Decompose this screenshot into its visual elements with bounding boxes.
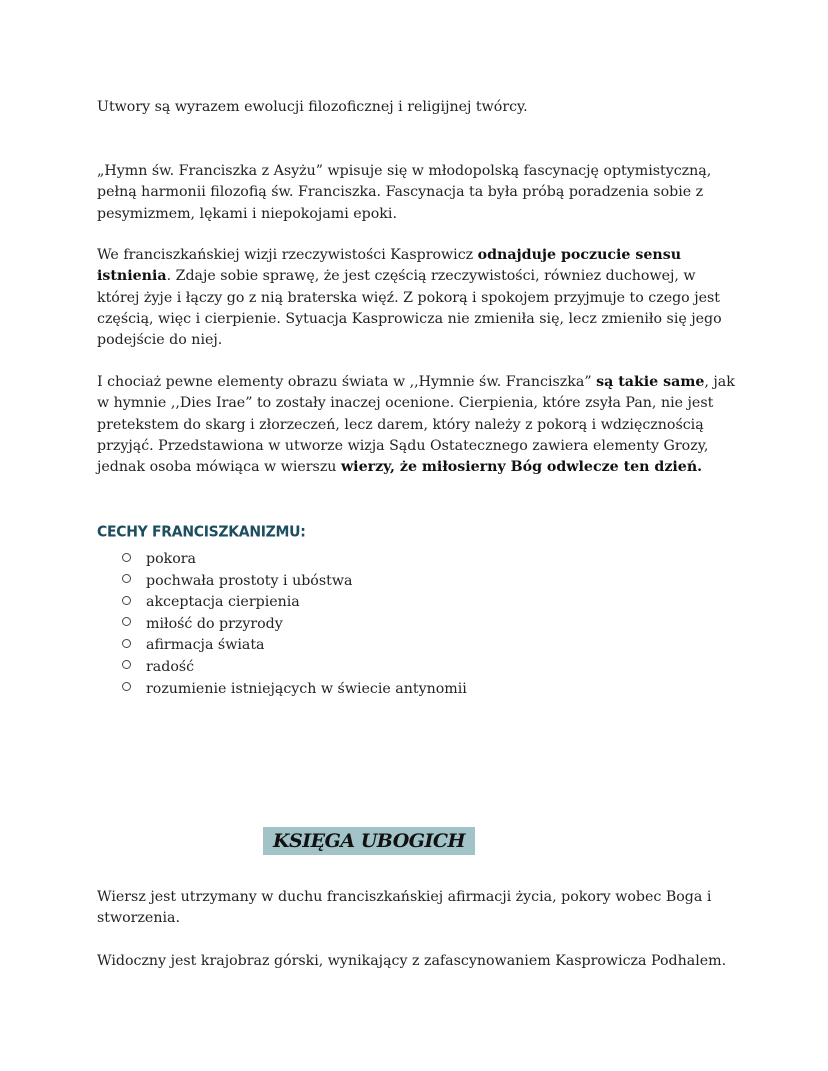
paragraph xyxy=(97,97,528,118)
text-line xyxy=(97,204,711,225)
text-line xyxy=(97,161,711,182)
text-line xyxy=(97,182,711,203)
paragraph xyxy=(97,887,711,930)
text-segment: pełną harmonii filozofią św. Franciszka. Fascynacja ta była próbą poradzenia sobie z xyxy=(97,184,704,201)
bullet-icon xyxy=(122,660,131,669)
list-item-text: rozumienie istniejących w świecie antynomii xyxy=(146,680,467,697)
text-line xyxy=(97,887,711,908)
features-heading: CECHY FRANCISZKANIZMU: xyxy=(97,523,306,541)
text-line xyxy=(97,266,722,287)
list-item-text: miłość do przyrody xyxy=(146,615,283,632)
bold-text: są takie same xyxy=(596,374,705,390)
bullet-icon xyxy=(122,553,131,562)
text-line xyxy=(97,457,735,478)
text-line xyxy=(97,245,722,266)
text-segment: częścią, więc i cierpienie. Sytuacja Kasprowicza nie zmieniła się, lecz zmieniło się jego xyxy=(97,310,722,327)
list-item xyxy=(122,614,467,636)
text-line xyxy=(97,415,735,436)
list-item xyxy=(122,679,467,701)
text-segment: I chociaż pewne elementy obrazu świata w ,,Hymnie św. Franciszka” xyxy=(97,374,597,390)
text-segment: Wiersz jest utrzymany w duchu franciszkańskiej afirmacji życia, pokory wobec Boga i xyxy=(97,889,712,905)
bullet-icon xyxy=(122,682,131,691)
bullet-icon xyxy=(122,617,131,626)
list-item-text: akceptacja cierpienia xyxy=(146,594,300,611)
list-item-text: pokora xyxy=(146,551,197,567)
text-segment: przyjąć. Przedstawiona w utworze wizja Sądu Ostatecznego zawiera elementy Grozy, xyxy=(97,437,709,454)
text-segment: „Hymn św. Franciszka z Asyżu” wpisuje się w młodopolską fascynację optymistyczną, xyxy=(97,163,712,179)
bold-text: odnajduje poczucie sensu xyxy=(477,247,682,263)
text-segment: pesymizmem, lękami i niepokojami epoki. xyxy=(97,205,397,222)
text-line xyxy=(97,288,722,309)
list-item xyxy=(122,571,467,593)
text-line xyxy=(97,309,722,330)
list-item xyxy=(122,549,467,571)
text-segment: , jak xyxy=(704,374,735,390)
bullet-icon xyxy=(122,574,131,583)
text-segment: Utwory są wyrazem ewolucji filozoficznej i religijnej twórcy. xyxy=(97,99,528,115)
text-line xyxy=(97,330,722,351)
text-line xyxy=(97,393,735,414)
text-segment: stworzenia. xyxy=(97,910,180,927)
text-segment: We franciszkańskiej wizji rzeczywistości Kasprowicz xyxy=(97,247,478,263)
bullet-icon xyxy=(122,596,131,605)
paragraph xyxy=(97,245,722,351)
paragraph xyxy=(97,951,726,972)
text-line xyxy=(97,908,711,929)
text-segment: jednak osoba mówiąca w wierszu xyxy=(97,459,341,476)
list-item xyxy=(122,592,467,614)
text-segment: w hymnie ,,Dies Irae” to zostały inaczej ocenione. Cierpienia, które zsyła Pan, nie jest xyxy=(97,395,714,412)
features-list xyxy=(122,549,467,700)
text-line xyxy=(97,372,735,393)
bullet-icon xyxy=(122,639,131,648)
text-segment: . Zdaje sobie sprawę, że jest częścią rzeczywistości, równiez duchowej, w xyxy=(166,268,696,285)
section-title: KSIĘGA UBOGICH xyxy=(263,827,475,855)
text-segment: Widoczny jest krajobraz górski, wynikający z zafascynowaniem Kasprowicza Podhalem. xyxy=(97,953,727,969)
list-item xyxy=(122,657,467,679)
text-segment: której żyje i łączy go z nią braterska więź. Z pokorą i spokojem przyjmuje to czego jest xyxy=(97,289,721,306)
bold-text: istnienia xyxy=(97,268,167,285)
paragraph xyxy=(97,161,711,225)
paragraph xyxy=(97,372,735,478)
text-line xyxy=(97,97,528,118)
bold-text: wierzy, że miłosierny Bóg odwlecze ten dzień. xyxy=(340,459,703,476)
list-item-text: afirmacja świata xyxy=(146,637,265,654)
list-item-text: pochwała prostoty i ubóstwa xyxy=(146,572,353,589)
text-line xyxy=(97,436,735,457)
text-segment: pretekstem do skarg i złorzeczeń, lecz darem, który należy z pokorą i wdzięcznością xyxy=(97,416,704,433)
text-segment: podejście do niej. xyxy=(97,332,223,349)
text-line xyxy=(97,951,726,972)
list-item xyxy=(122,635,467,657)
list-item-text: radość xyxy=(146,658,195,675)
